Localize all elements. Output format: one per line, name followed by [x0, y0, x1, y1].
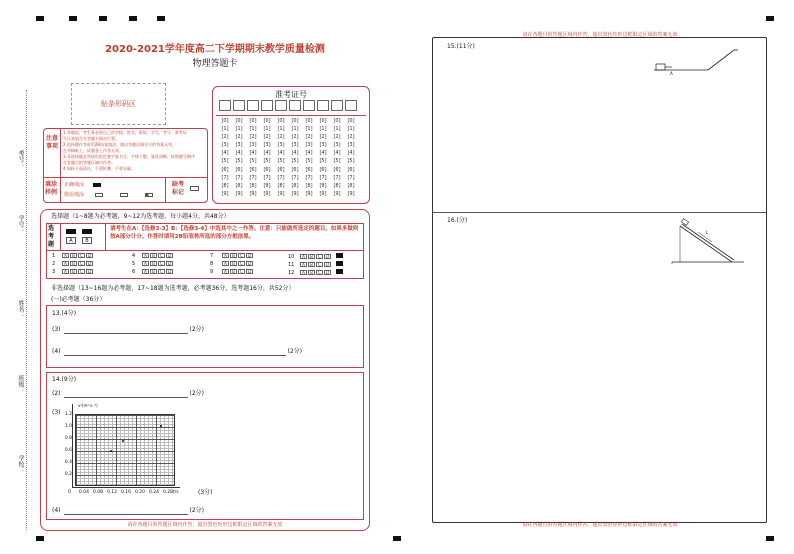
- q14-part3-score: (3分): [198, 489, 213, 496]
- mc-question-row[interactable]: 8 A B C D: [210, 261, 252, 267]
- graph-ylabel: v²(m²·s⁻²): [78, 403, 98, 408]
- exam-number-label: 准考证号: [275, 90, 307, 99]
- elective-option-a[interactable]: A: [66, 237, 76, 244]
- side-label-xuexiao: 学校：: [17, 455, 24, 473]
- registration-mark: [36, 536, 44, 541]
- registration-mark: [36, 16, 44, 21]
- exam-number-cell[interactable]: [303, 100, 315, 111]
- fill-sample-label: 填涂样例: [45, 181, 58, 196]
- warning-right-top: 请在各题目的答题区域内作答，超出黑色矩形边框限定区域的答案无效: [522, 32, 678, 38]
- graph-data-point: [122, 440, 124, 442]
- exam-number-cell[interactable]: [331, 100, 343, 111]
- q14-label: 14.(9分): [52, 376, 77, 383]
- warning-left: 请在各题目的答题区域内作答，超出黑色矩形边框限定区域的答案无效: [127, 522, 283, 528]
- registration-mark: [393, 536, 401, 541]
- elective-box-b-mark: [82, 229, 92, 234]
- graph-y-axis: [72, 404, 73, 488]
- mc-question-row[interactable]: 9 A B C D: [210, 269, 252, 275]
- side-label-kaohao: 考号：: [17, 150, 24, 168]
- digit-column[interactable]: [0] [1] [2] [3] [4] [5] [6] [7] [8] [9]: [249, 118, 257, 197]
- page-subtitle: 物理答题卡: [192, 59, 238, 69]
- exam-number-cell[interactable]: [345, 100, 357, 111]
- q13-part3: (3) (2分): [52, 326, 204, 333]
- mc-question-row[interactable]: 5 A B C D: [132, 261, 172, 267]
- notice-text: 1.答题前，考生务必将自己的学校、姓名、班级、学号、考号、准考证 号认真填写在答题卡指定位置。 2.选择题作答时用2B铅笔填涂，超出答题区域书写的答案无效， 在草稿纸上、试题卷上作答无效。 3.非选择题必须使用黑色签字笔书写，字体工整、笔迹清晰，按照题号顺序 在各题目的答题区域内作答。 4.保持卡面清洁，不要折叠、不要弄破。: [63, 130, 195, 171]
- q14-part4: (4) (2分): [52, 507, 204, 514]
- q13-label: 13.(4分): [52, 310, 77, 317]
- fill-correct-label: 正确填涂: [64, 182, 85, 188]
- divider: [60, 128, 61, 203]
- q16-label: 16.(分): [447, 217, 468, 224]
- fill-wrong-sample: [95, 193, 103, 197]
- digit-column[interactable]: [0] [1] [2] [3] [4] [5] [6] [7] [8] [9]: [291, 118, 299, 197]
- exam-number-cell[interactable]: [261, 100, 273, 111]
- digit-column[interactable]: [0] [1] [2] [3] [4] [5] [6] [7] [8] [9]: [347, 118, 355, 197]
- digit-column[interactable]: [0] [1] [2] [3] [4] [5] [6] [7] [8] [9]: [277, 118, 285, 197]
- elective-note: 请考生在A：【选修3-3】B：【选修3-4】中选其中之一作答。注意：只能做所选定的题目。如果多做则按A部分计分。作答时请用2B铅笔将所选的部分方框涂黑。: [110, 226, 359, 240]
- mc-title: 选择题（1~8题为必考题，9~12为选考题，每小题4分，共48分）: [51, 213, 230, 220]
- exam-number-cell[interactable]: [247, 100, 259, 111]
- exam-number-cell[interactable]: [289, 100, 301, 111]
- fill-wrong-sample: [145, 193, 153, 197]
- mc-question-row[interactable]: 4 A B C D: [132, 253, 172, 259]
- warning-right-bottom: 请在各题目的答题区域内作答，超出黑色矩形边框限定区域的答案无效: [522, 522, 678, 528]
- absent-checkbox[interactable]: [190, 186, 199, 191]
- fill-wrong-label: 错误填涂: [64, 192, 85, 198]
- q16-diagram: [668, 214, 748, 266]
- divider: [43, 177, 208, 178]
- q14-part2: (2) (2分): [52, 390, 204, 397]
- mc-question-row[interactable]: 11 A B C D: [288, 261, 344, 269]
- exam-number-cell[interactable]: [275, 100, 287, 111]
- fill-wrong-sample: [120, 193, 128, 197]
- q13-part4: (4) (2分): [52, 348, 302, 355]
- graph-x-axis: [72, 487, 180, 488]
- q14-part3: (3): [52, 409, 61, 416]
- registration-mark: [129, 16, 137, 21]
- nonmc-title: 非选择题（13~16题为必考题，17~18题为选考题，必考题36分，选考题16分，共52分）: [51, 285, 295, 292]
- digit-column[interactable]: [0] [1] [2] [3] [4] [5] [6] [7] [8] [9]: [263, 118, 271, 197]
- divider: [46, 250, 364, 251]
- mc-question-row[interactable]: 2 A B C D: [52, 261, 92, 267]
- registration-mark: [157, 16, 165, 21]
- registration-mark: [766, 16, 774, 21]
- side-label-banji: 班级：: [17, 375, 24, 393]
- digit-column[interactable]: [0] [1] [2] [3] [4] [5] [6] [7] [8] [9]: [221, 118, 229, 197]
- graph-data-point: [160, 425, 162, 427]
- mc-question-row[interactable]: 1 A B C D: [52, 253, 92, 259]
- divider: [433, 212, 766, 213]
- digit-column[interactable]: [0] [1] [2] [3] [4] [5] [6] [7] [8] [9]: [333, 118, 341, 197]
- graph-data-point: [110, 450, 112, 452]
- exam-number-cell[interactable]: [219, 100, 231, 111]
- binding-line: [26, 90, 27, 530]
- q15-diagram: [650, 44, 740, 78]
- graph-xticks: 0 0.04 0.08 0.12 0.16 0.20 0.24 0.28t/s: [68, 490, 179, 495]
- q16-diagram-label: L: [706, 230, 709, 235]
- digit-column[interactable]: [0] [1] [2] [3] [4] [5] [6] [7] [8] [9]: [319, 118, 327, 197]
- mc-question-row[interactable]: 10 A B C D: [288, 253, 344, 261]
- elective-box-a-mark: [66, 229, 76, 234]
- mc-question-row[interactable]: 6 A B C D: [132, 269, 172, 275]
- mc-question-row[interactable]: 12 A B C D: [288, 269, 344, 277]
- elective-label: 选考题: [48, 225, 55, 248]
- mc-question-row[interactable]: 7 A B C D: [210, 253, 252, 259]
- nonmc-section1: (一)必考题（36分）: [51, 296, 106, 303]
- notice-label: 注意事项: [46, 135, 59, 150]
- fill-correct-sample: [93, 183, 101, 187]
- divider: [105, 223, 106, 250]
- graph-yticks: 1.2 1.0 0.8 0.6 0.4 0.2: [64, 412, 72, 477]
- q15-label: 15.(11分): [447, 43, 475, 50]
- divider: [165, 177, 166, 203]
- mc-question-row[interactable]: 3 A B C D: [52, 269, 92, 275]
- registration-mark: [766, 536, 774, 541]
- divider: [60, 223, 61, 250]
- absent-label: 缺考标记: [172, 181, 185, 196]
- side-label-xuehao: 学号：: [17, 215, 24, 233]
- barcode-area: [71, 83, 166, 125]
- digit-column[interactable]: [0] [1] [2] [3] [4] [5] [6] [7] [8] [9]: [235, 118, 243, 197]
- barcode-label: 贴条形码区: [101, 100, 136, 108]
- registration-mark: [69, 16, 77, 21]
- q13-box[interactable]: [46, 305, 364, 368]
- divider: [216, 115, 366, 116]
- digit-column[interactable]: [0] [1] [2] [3] [4] [5] [6] [7] [8] [9]: [305, 118, 313, 197]
- q15-diagram-label: A: [670, 71, 673, 76]
- elective-option-b[interactable]: B: [82, 237, 92, 244]
- exam-number-cell[interactable]: [317, 100, 329, 111]
- page-title: 2020-2021学年度高二下学期期末教学质量检测: [105, 44, 325, 55]
- side-label-xingming: 姓名：: [17, 300, 24, 318]
- registration-mark: [99, 16, 107, 21]
- exam-number-cell[interactable]: [233, 100, 245, 111]
